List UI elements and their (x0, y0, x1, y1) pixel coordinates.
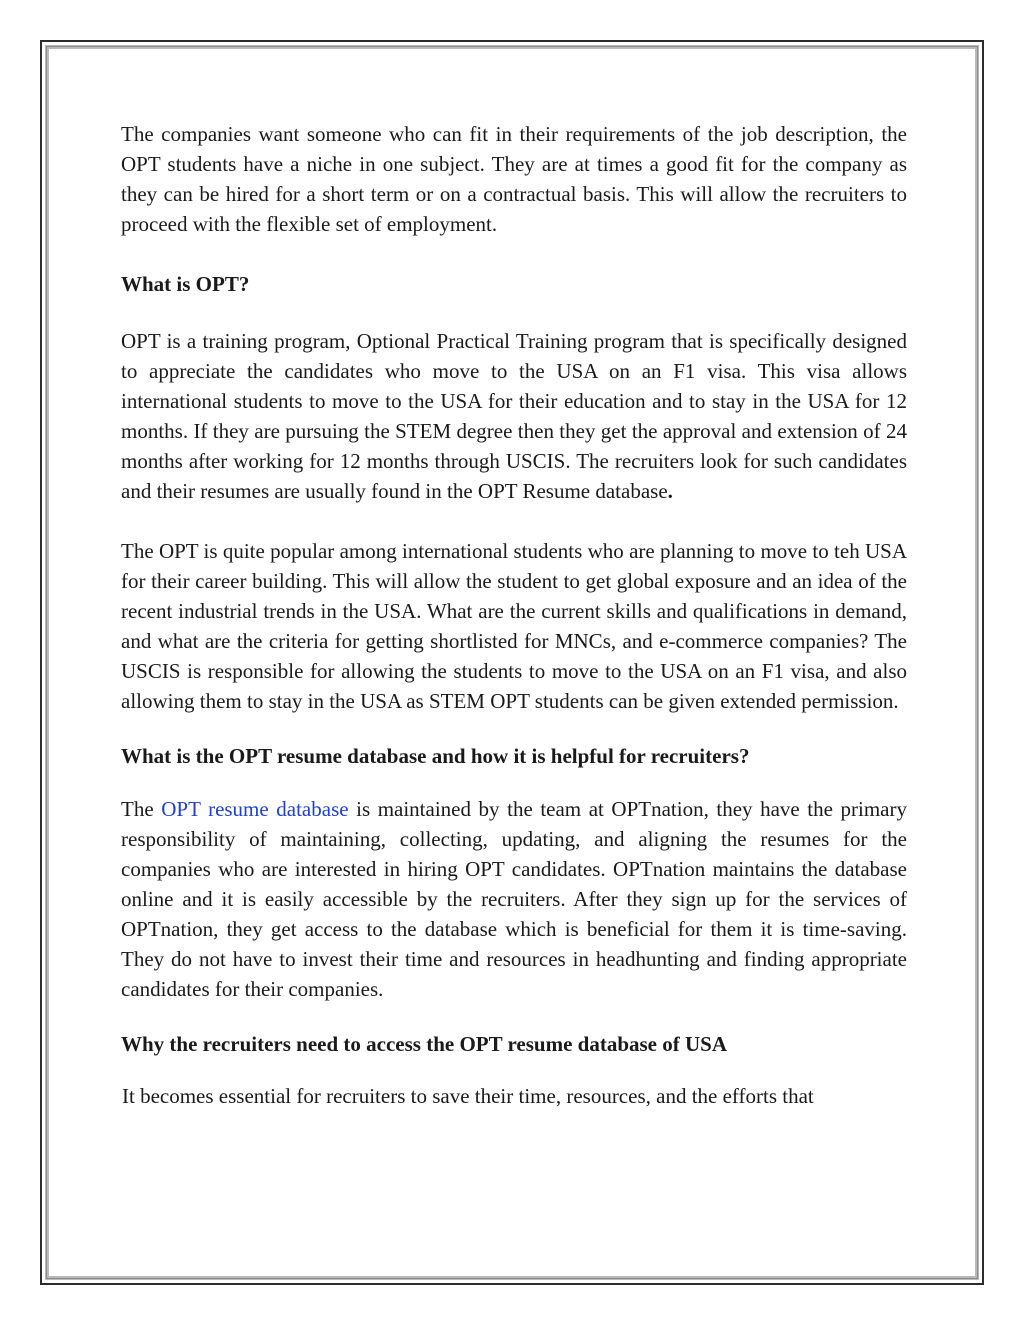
paragraph-opt-definition-text: OPT is a training program, Optional Practical Training program that is specifically designed to appreciate the candidates who move to the USA on an F1 visa. This visa allows international students to move to the USA for their education and to stay in the USA for 12 months. If they are pursuing the STEM degree then they get the approval and extension of 24 months after working for 12 months through USCIS. The recruiters look for such candidates and their resumes are usually found in the OPT Resume database (121, 329, 907, 503)
paragraph-database (121, 794, 907, 1004)
paragraph-database-start: The (121, 797, 162, 821)
opt-resume-database-link[interactable]: OPT resume database (161, 797, 349, 821)
heading-what-is-opt: What is OPT? (121, 272, 250, 296)
paragraph-essential: It becomes essential for recruiters to save their time, resources, and the efforts that (122, 1084, 814, 1108)
paragraph-opt-popularity: The OPT is quite popular among international students who are planning to move to teh USA for their career building. This will allow the student to get global exposure and an idea of the recent industrial trends in the USA. What are the current skills and qualifications in demand, and what are the criteria for getting shortlisted for MNCs, and e-commerce companies? The USCIS is responsible for allowing the students to move to the USA on an F1 visa, and also allowing them to stay in the USA as STEM OPT students can be given extended permission. (121, 539, 907, 713)
paragraph-intro: The companies want someone who can fit in their requirements of the job description, the OPT students have a niche in one subject. They are at times a good fit for the company as they can be hired for a short term or on a contractual basis. This will allow the recruiters to proceed with the flexible set of employment. (121, 122, 907, 236)
heading-why-recruiters: Why the recruiters need to access the OPT resume database of USA (121, 1032, 728, 1056)
document-body (121, 119, 907, 1111)
heading-opt-resume-database: What is the OPT resume database and how it is helpful for recruiters? (121, 744, 750, 768)
paragraph-opt-definition (121, 326, 907, 506)
paragraph-opt-definition-period: . (667, 479, 673, 503)
paragraph-database-rest: is maintained by the team at OPTnation, they have the primary responsibility of maintaining, collecting, updating, and aligning the resumes for the companies who are interested in hiring OPT candidates. OPTnation maintains the database online and it is easily accessible by the recruiters. After they sign up for the services of OPTnation, they get access to the database which is beneficial for them it is time-saving. They do not have to invest their time and resources in headhunting and finding appropriate candidates for their companies. (121, 797, 907, 1001)
